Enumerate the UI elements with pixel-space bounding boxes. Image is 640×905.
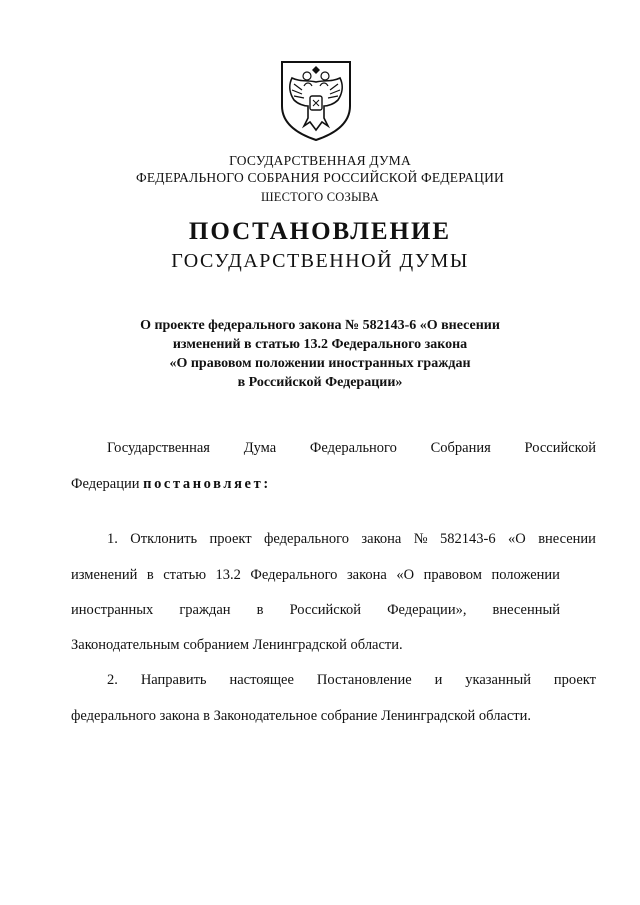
word: Дума: [243, 440, 277, 456]
word: №: [413, 531, 428, 547]
preamble-federation: Федерации: [71, 476, 140, 492]
word: 13.2: [215, 567, 241, 583]
header-line-convocation: ШЕСТОГО СОЗЫВА: [260, 190, 380, 204]
word: иностранных: [71, 602, 154, 618]
item2-line-2: федерального закона в Законодательное собрание Ленинградской области.: [71, 708, 532, 724]
word: и: [434, 672, 443, 688]
preamble-line-1: [71, 440, 596, 457]
word: Направить: [140, 672, 207, 688]
word: «О: [396, 567, 415, 583]
word: в: [256, 602, 264, 618]
item1-line-3: [71, 602, 560, 619]
word: настоящее: [229, 672, 294, 688]
subject-line: «О правовом положении иностранных граждан: [169, 356, 471, 371]
document-title: ПОСТАНОВЛЕНИЕ: [188, 218, 452, 245]
word: федерального: [264, 531, 349, 547]
word: 2.: [107, 672, 118, 688]
header-line-assembly: ФЕДЕРАЛЬНОГО СОБРАНИЯ РОССИЙСКОЙ ФЕДЕРАЦИИ: [136, 170, 504, 185]
document-subtitle: ГОСУДАРСТВЕННОЙ ДУМЫ: [171, 250, 469, 272]
word: проект: [209, 531, 252, 547]
word: закона: [361, 531, 402, 547]
item1-line-2: [71, 567, 560, 584]
word: изменений: [71, 567, 138, 583]
word: положении: [491, 567, 560, 583]
subject-line: О проекте федерального закона № 582143-6 «О внесении: [140, 318, 500, 333]
word: 1.: [107, 531, 118, 547]
word: в: [146, 567, 154, 583]
header-line-duma: ГОСУДАРСТВЕННАЯ ДУМА: [229, 153, 411, 168]
word: Отклонить: [130, 531, 198, 547]
word: правовом: [423, 567, 482, 583]
subject-line: в Российской Федерации»: [237, 375, 403, 390]
word: Российской: [524, 440, 596, 456]
word: Федерации»,: [387, 602, 467, 618]
word: Федерального: [309, 440, 397, 456]
item1-line-4: Законодательным собранием Ленинградской области.: [71, 637, 403, 653]
item2-line-1: [71, 672, 596, 689]
item1-line-1: [71, 531, 596, 548]
word: Федерального: [250, 567, 338, 583]
word: 582143-6: [440, 531, 496, 547]
document-subject: [0, 316, 640, 392]
word: закона: [346, 567, 387, 583]
preamble-line-2: [71, 476, 560, 493]
word: проект: [553, 672, 596, 688]
subject-line: изменений в статью 13.2 Федерального закона: [172, 337, 468, 352]
word: «О: [508, 531, 526, 547]
word: Государственная: [107, 440, 210, 456]
word: Российской: [289, 602, 362, 618]
word: внесении: [538, 531, 596, 547]
word: указанный: [465, 672, 531, 688]
coat-of-arms-emblem: [278, 60, 354, 142]
word: внесенный: [492, 602, 560, 618]
preamble-resolves: постановляет:: [143, 476, 271, 492]
word: Постановление: [316, 672, 412, 688]
word: граждан: [179, 602, 231, 618]
word: статью: [163, 567, 207, 583]
word: Собрания: [430, 440, 491, 456]
